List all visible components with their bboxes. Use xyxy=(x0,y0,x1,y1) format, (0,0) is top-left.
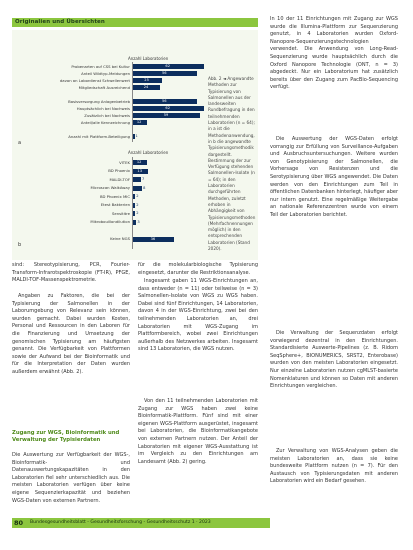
bar-value-label: 7 xyxy=(142,177,145,181)
page-footer xyxy=(12,518,270,528)
middle-para-1: für die molekularbiologische Typisierung eingesetzt, darunter die Restriktionsanalyse. xyxy=(138,262,258,276)
bar-value-label: 62 xyxy=(165,106,170,110)
category-label: BD Phoenix MIC xyxy=(99,193,130,199)
category-label: Etest Bakterien xyxy=(100,202,130,207)
category-label: VITEK xyxy=(119,159,130,165)
bar xyxy=(133,203,135,208)
left-para-2: Angaben zu Faktoren, die bei der Typisierung der Salmonellen in der Laborumgebung von Relevanz sein können, wurden gemacht. Dabei wurden Kosten, Personal und Ressourcen in den Laboren für die Finanzierung und Umsetzung der genomischen Typisierung am häufigsten genannt. Die Verfügbarkeit von Plattformen sowie der Aufwand bei der Bioinformatik und für die Interpretation der Daten wurden außerdem erwähnt (Abb. 2). xyxy=(12,293,130,375)
journal-name: Bundesgesundheitsblatt - Gesundheitsforschung - Gesundheitsschutz 1 · 2023 xyxy=(30,520,211,525)
category-label: Microscan WalkAway xyxy=(90,185,130,190)
right-para-1: In 10 der 11 Einrichtungen mit Zugang zur WGS wurde die Illumina-Plattform zur Sequenzierung genutzt, in 4 Laboratorien wurden Oxford-Nanopore-Sequenzierungstechnologien verwendet. Die Anwendung von Long-Read-Sequenzierung wurde hauptsächlich durch die Oxford Nanopore Technologie (ONT, n = 3) abgedeckt. Nur ein Laboratorium hat zusätzlich bereits über den Zugang zum PacBio-Sequencing verfügt. xyxy=(270,16,398,91)
bar xyxy=(133,134,135,139)
category-label: Mikrobouillondilution xyxy=(90,219,130,224)
category-label: BD Phoenix xyxy=(108,168,130,173)
left-subhead: Zugang zur WGS, Bioinformatik und Verwaltung der Typisierdaten xyxy=(12,430,120,443)
chart-b-title: Anzahl Laboratorien xyxy=(128,150,169,155)
left-para-1: sind: Stereotypisierung, PCR, Fourier-Transform-Infrarotspektroskopie (FT-IR), PFGE, MALDI-TOF-Massenspektrometrie. xyxy=(12,262,130,284)
bar-value-label: 2 xyxy=(136,211,139,215)
bar-value-label: 3 xyxy=(137,219,140,224)
bar-value-label: 2 xyxy=(136,194,139,198)
middle-para-2: Insgesamt gaben 11 WGS-Einrichtungen an, dass entweder (n = 11) oder teilweise (n = 3) Salmonellen-Isolate von WGS zu WGS haben. Dabei sind fünf Einrichtungen, 14 Laboratorien, davon 4 in der WGS-Einrichtung, zwei bei den teilnehmenden Laboratorien an, drei Laboratorien mit WGS-Zugang im Plattformbereich, wobei zwei Einrichtungen außerhalb des Netzwerkes arbeiten. Insgesamt sind 13 Laboratorien, die WGS nutzen. xyxy=(138,278,258,353)
bar-value-label: 8 xyxy=(143,185,146,190)
bar-value-label: 24 xyxy=(143,85,149,89)
bar xyxy=(133,220,136,225)
section-title: Originalien und Übersichten xyxy=(15,19,105,25)
figure-caption: Abb. 2 ◄ Angewandte Methoden zur Typisierung von Salmonellen aus der landesweiten Rundbefragung in den teilnehmenden Laboratorien (n = 64); in a ist die Methodenanwendung, in b die angewandte Typisierungsmethodik dargestellt. Bestimmung der zur Verfügung stehenden Salmonellen-Isolate (n = 64); in den Laboratorien durchgeführten Methoden, zuletzt erhoben in Abhängigkeit von Typisierungsmethoden (Mehrfachnennungen möglich) in den entsprechenden Laboratorien (Stand 2020). xyxy=(208,76,256,252)
bar-value-label: 62 xyxy=(165,64,170,68)
bar-value-label: 1 xyxy=(135,134,138,138)
category-label: davon an Labordienst Schwellenwert xyxy=(59,77,130,83)
panel-a-letter: a xyxy=(18,140,22,146)
category-label: Sensititre xyxy=(111,210,130,216)
right-para-4: Zur Verwaltung von WGS-Analysen geben die meisten Laboratorien an, dass sie keine bundesweite Plattform nutzen (n = 7). Für den Austausch von Typisierungsdaten mit anderen Laboratorien wird ein Bedarf gesehen. xyxy=(270,448,398,485)
chart-a-title: Anzahl Laboratorien xyxy=(128,56,169,61)
bar-value-label: 13 xyxy=(137,168,142,173)
bar-value-label: 12 xyxy=(136,120,142,124)
bar-value-label: 25 xyxy=(144,78,149,82)
bar-value-label: 12 xyxy=(136,160,142,164)
bar-value-label: 36 xyxy=(150,236,156,241)
left-para-3: Die Auswertung zur Verfügbarkeit der WGS-, Bioinformatik- und Datenauswertungskapazitäten in den Laboratorien fiel sehr unterschiedlich aus. Die meisten Laboratorien verfügen über keine eigene Sequenzierkapazität und beziehen WGS-Daten von externen Partnern. xyxy=(12,452,130,504)
category-label: Hauptsächlich bei Nachweis xyxy=(76,105,130,111)
category-label: Zusätzlich bei Nachweis xyxy=(84,112,130,118)
right-para-3: Die Verwaltung der Sequenzdaten erfolgt vorwiegend dezentral in den Einrichtungen. Standardisierte Auswerte-Pipelines (z. B. Ridom SeqSphere+, BIONUMERICS, SRST2, Enterobase) wurden von den meisten Laboratorien eingesetzt. Nur einzelne Laboratorien nutzen cgMLST-basierte Nomenklaturen und können so Daten mit anderen Einrichtungen vergleichen. xyxy=(270,330,398,390)
bar xyxy=(133,211,135,216)
category-label: Mitgliedschaft Ausreichend xyxy=(78,84,130,90)
category-label: Anteil/alle Kennzeichnung xyxy=(80,119,130,125)
bar xyxy=(133,194,135,199)
middle-para-3: Von den 11 teilnehmenden Laboratorien mit Zugang zur WGS haben zwei keine Bioinformatik-Plattform. Fünf sind mit einer eigenen WGS-Plattform ausgerüstet, insgesamt bei Laboratorien, die Bioinformatikangebote von externen Partnern nutzen. Der Anteil der Laboratorien mit eigener WGS-Ausstattung ist im Vergleich zu den Einrichtungen am Landesamt (Abb. 2) gering. xyxy=(138,398,258,465)
right-para-2: Die Auswertung der WGS-Daten erfolgt vorrangig zur Erfüllung von Surveillance-Aufgaben und Ausbruchsuntersuchungen. Weitere wurden von Genotypisierung der Salmonellen, die Vorhersage von Resistenzen und die Serotypisierung über WGS angewendet. Die Daten werden von den Einrichtungen zum Teil in öffentlichen Datenbanken hinterlegt, häufiger aber nur intern genutzt. Eine regelmäßige Weitergabe an nationale Referenzzentren wurde von einem Teil der Laboratorien berichtet. xyxy=(270,136,398,218)
bar-value-label: 59 xyxy=(163,113,169,117)
bar-value-label: 2 xyxy=(136,202,139,207)
category-label: Anteil Wildtyp-Meldungen xyxy=(81,70,130,76)
category-label: Basisversorgung Anlagenbetrieb xyxy=(68,98,130,104)
section-header xyxy=(12,18,258,27)
category-label: MALDI-TOF xyxy=(109,176,130,182)
bar-value-label: 56 xyxy=(162,71,167,75)
bar xyxy=(133,177,141,182)
category-label: Probenarten auf CSS bei Kultur xyxy=(71,63,130,69)
bar-value-label: 56 xyxy=(162,99,167,103)
page-number: 80 xyxy=(14,519,24,527)
bar xyxy=(133,186,142,191)
category-label: Anzahl mit Plattform-Beteiligung xyxy=(68,133,130,139)
category-label: Keine NGS xyxy=(110,236,130,241)
panel-b-letter: b xyxy=(18,242,22,248)
